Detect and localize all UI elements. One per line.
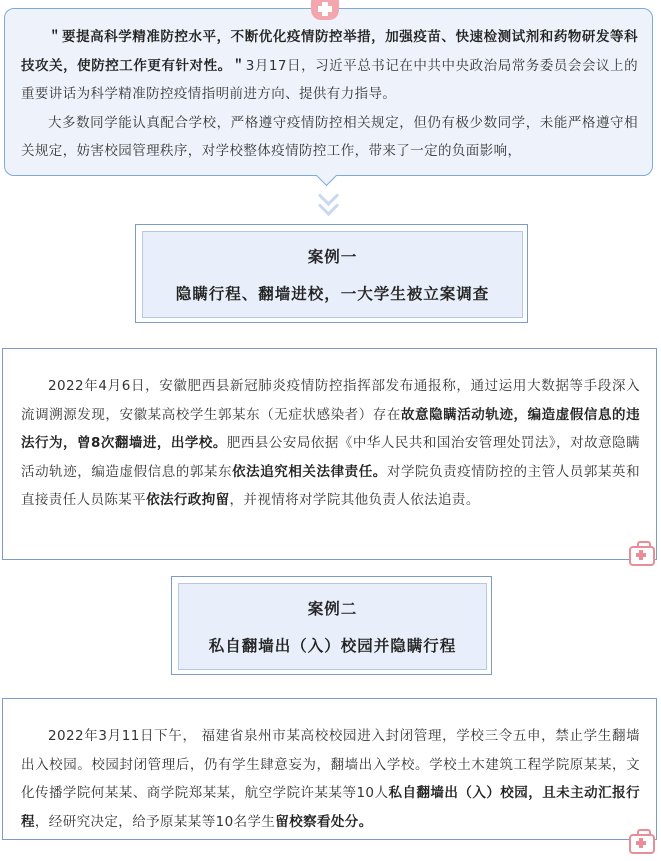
intro-quote-bold: ＂要提高科学精准防控水平，不断优化疫情防控举措，加强疫苗、快速检测试剂和药物研发等科技攻关，使防控工作更有针对性。＂ <box>21 29 638 74</box>
case2-title: 私自翻墙出（入）校园并隐瞒行程 <box>208 636 457 655</box>
intro-paragraph: 大多数同学能认真配合学校，严格遵守疫情防控相关规定，但仍有极少数同学，未能严格遵守相关规定，妨害校园管理秩序，对学校整体疫情防控工作，带来了一定的负面影响， <box>21 114 638 159</box>
case1-title: 隐瞒行程、翻墙进校，一大学生被立案调查 <box>175 284 490 303</box>
intro-quote-rest: 3月17日，习近平总书记在中共中央政治局常务委员会会议上的重要讲话为科学精准防控疫情指明前进方向、提供有力指导。 <box>21 57 638 102</box>
medical-cross-icon <box>311 0 339 20</box>
case1-paragraph: 2022年4月6日，安徽肥西县新冠肺炎疫情防控指挥部发布通报称，通过运用大数据等手段深入流调溯源发现，安徽某高校学生郭某东（无症状感染者）存在故意隐瞒活动轨迹，编造虚假信息的违法行为，曾8次翻墙进，出学校。肥西县公安局依据《中华人民共和国治安管理处罚法》，对故意隐瞒活动轨迹，编造虚假信息的郭某东依法追究相关法律责任。对学院负责疫情防控的主管人员郭某英和直接责任人员陈某平依法行政拘留，并视情将对学院其他负责人依法追责。 <box>21 378 640 508</box>
first-aid-kit-icon <box>629 546 655 566</box>
case1-header <box>135 224 528 323</box>
case2-header <box>171 576 492 675</box>
case2-body <box>2 698 657 840</box>
case2-paragraph: 2022年3月11日下午， 福建省泉州市某高校校园进入封闭管理，学校三令五申，禁止学生翻墙出入校园。校园封闭管理后，仍有学生肆意妄为，翻墙出入学校。学校土木建筑工程学院原某某，文化传播学院何某某、商学院郑某某，航空学院许某某等10人私自翻墙出（入）校园，且未主动汇报行程，经研究决定，给予原某某等10名学生留校察看处分。 <box>21 728 640 830</box>
case1-label: 案例一 <box>307 248 358 267</box>
first-aid-kit-icon <box>629 834 655 854</box>
intro-panel <box>4 8 653 176</box>
case1-body <box>2 348 657 560</box>
intro-quote <box>21 23 638 109</box>
case2-label: 案例二 <box>307 600 358 619</box>
